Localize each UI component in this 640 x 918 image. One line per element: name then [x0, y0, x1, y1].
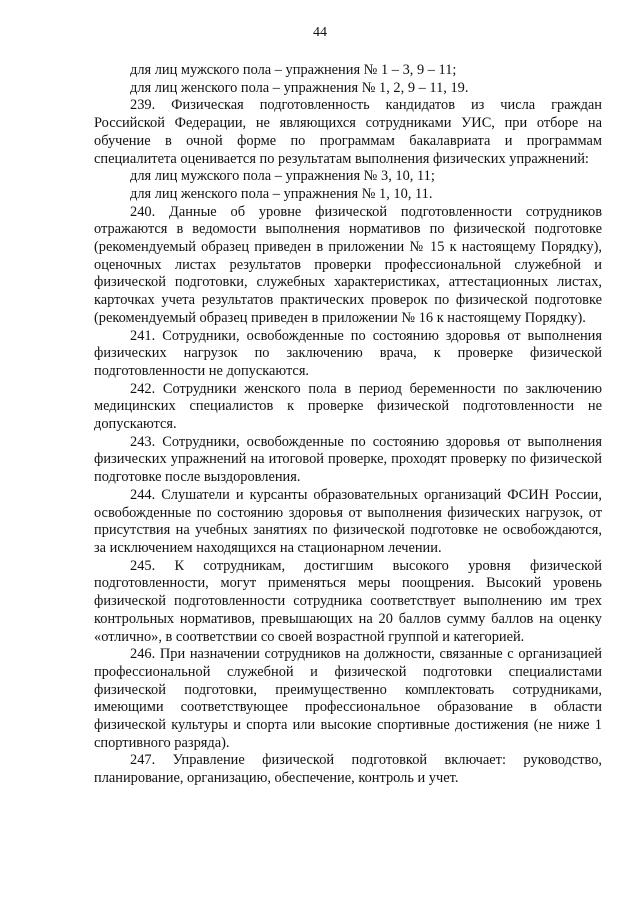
paragraph-241: 241. Сотрудники, освобожденные по состоянию здоровья от выполнения физических нагрузок по заключению врача, к проверке физической подготовленности не допускаются.	[94, 327, 602, 379]
paragraph-244: 244. Слушатели и курсанты образовательных организаций ФСИН России, освобожденные по состоянию здоровья от выполнения физических нагрузок, от присутствия на учебных занятиях по физической подготовке не освобождаются, за исключением находящихся на стационарном лечении.	[94, 486, 602, 556]
list-item-female-exercises-2: для лиц женского пола – упражнения № 1, 10, 11.	[130, 185, 433, 202]
paragraph-245: 245. К сотрудникам, достигшим высокого уровня физической подготовленности, могут применяться меры поощрения. Высокий уровень физической подготовленности сотрудника соответствует выполнению им трех контрольных нормативов, превышающих на 20 баллов сумму баллов на оценку «отлично», в соответствии со своей возрастной группой и категорией.	[94, 557, 602, 645]
paragraph-239: 239. Физическая подготовленность кандидатов из числа граждан Российской Федерации, не являющихся сотрудниками УИС, при отборе на обучение в очной форме по программам бакалавриата и программам специалитета оценивается по результатам выполнения физических упражнений:	[94, 97, 602, 167]
list-item-female-exercises-1: для лиц женского пола – упражнения № 1, 2, 9 – 11, 19.	[130, 79, 469, 96]
paragraph-242: 242. Сотрудники женского пола в период беременности по заключению медицинских специалистов к проверке физической подготовленности не допускаются.	[94, 380, 602, 433]
paragraph-243: 243. Сотрудники, освобожденные по состоянию здоровья от выполнения физических упражнений на итоговой проверке, проходят проверку по физической подготовке после выздоровления.	[94, 433, 602, 486]
paragraph-247: 247. Управление физической подготовкой включает: руководство, планирование, организацию, обеспечение, контроль и учет.	[94, 752, 602, 787]
list-item-male-exercises-2: для лиц мужского пола – упражнения № 3, 10, 11;	[130, 168, 435, 185]
document-body	[94, 62, 602, 788]
paragraph-240: 240. Данные об уровне физической подготовленности сотрудников отражаются в ведомости выполнения нормативов по физической подготовке (рекомендуемый образец приведен в приложении № 15 к настоящему Порядку), оценочных листах результатов проверки профессиональной служебной и физической подготовки, служебных характеристиках, аттестационных листах, карточках учета результатов практических проверок по физической подготовке (рекомендуемый образец приведен в приложении № 16 к настоящему Порядку).	[94, 203, 602, 326]
paragraph-246: 246. При назначении сотрудников на должности, связанные с организацией профессиональной служебной и физической подготовки специалистами физической подготовки, преимущественно комплектовать сотрудниками, имеющими соответствующее профессиональное образование в области физической культуры и спорта или высокие спортивные достижения (не ниже 1 спортивного разряда).	[94, 646, 602, 751]
page-number: 44	[313, 25, 327, 40]
list-item-male-exercises-1: для лиц мужского пола – упражнения № 1 – 3, 9 – 11;	[130, 62, 457, 78]
